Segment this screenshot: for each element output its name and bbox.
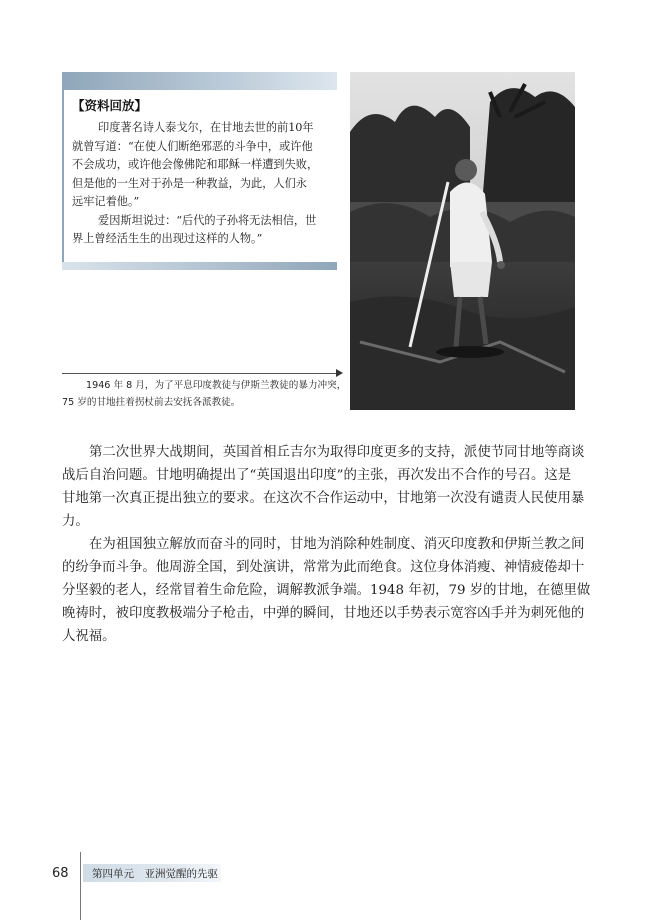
- box-text-line: 印度著名诗人泰戈尔，在甘地去世的前10年: [98, 121, 314, 134]
- body-paragraph-line: 甘地第一次真正提出独立的要求。在这次不合作运动中，甘地第一次没有谴责人民使用暴: [62, 491, 585, 506]
- body-paragraph-line: 在为祖国独立解放而奋斗的同时，甘地为消除种姓制度、消灭印度教和伊斯兰教之间: [89, 537, 585, 552]
- box-text-line: 不会成功，或许他会像佛陀和耶稣一样遭到失败，: [72, 158, 319, 171]
- body-paragraph-line: 人祝福。: [62, 629, 116, 644]
- photo-illustration: [350, 72, 575, 410]
- body-paragraph-line: 晚祷时，被印度教极端分子枪击，中弹的瞬间，甘地还以手势表示宽容凶手并为刺死他的: [62, 606, 585, 621]
- caption-arrow-icon: [336, 369, 343, 377]
- body-paragraph-line: 的纷争而斗争。他周游全国，到处演讲，常常为此而绝食。这位身体消瘦、神情疲倦却十: [62, 560, 585, 575]
- source-material-box: [62, 72, 337, 270]
- box-top-band: [62, 72, 337, 90]
- body-paragraph-line: 力。: [62, 514, 89, 529]
- footer-rule: [80, 852, 81, 920]
- page-number: 68: [52, 866, 69, 881]
- body-paragraph-line: 分坚毅的老人，经常冒着生命危险，调解教派争端。1948 年初，79 岁的甘地，在德里做: [62, 583, 591, 598]
- box-title: 【资料回放】: [72, 98, 148, 113]
- caption-rule: [62, 373, 340, 374]
- box-text-line: 就曾写道：“在使人们断绝邪恶的斗争中，或许他: [72, 139, 313, 153]
- photo-caption-line-2: 75 岁的甘地拄着拐杖前去安抚各派教徒。: [62, 397, 241, 408]
- box-text-line: 爱因斯坦说过：“后代的子孙将无法相信，世: [98, 213, 317, 227]
- box-bottom-band: [62, 262, 337, 270]
- box-left-border: [62, 90, 64, 270]
- box-text-line: 远牢记着他。”: [72, 195, 140, 208]
- photo-caption-line-1: 1946 年 8 月，为了平息印度教徒与伊斯兰教徒的暴力冲突，: [86, 380, 347, 391]
- box-text-line: 界上曾经活生生的出现过这样的人物。”: [72, 232, 263, 245]
- footer-unit-label: 第四单元 亚洲觉醒的先驱: [92, 868, 218, 880]
- box-text-line: 但是他的一生对于孙是一种教益，为此，人们永: [72, 176, 307, 190]
- gandhi-walking-photo: [350, 72, 575, 410]
- body-paragraph-line: 战后自治问题。甘地明确提出了“英国退出印度”的主张，再次发出不合作的号召。这是: [62, 468, 572, 483]
- body-paragraph-line: 第二次世界大战期间，英国首相丘吉尔为取得印度更多的支持，派使节同甘地等商谈: [89, 445, 585, 460]
